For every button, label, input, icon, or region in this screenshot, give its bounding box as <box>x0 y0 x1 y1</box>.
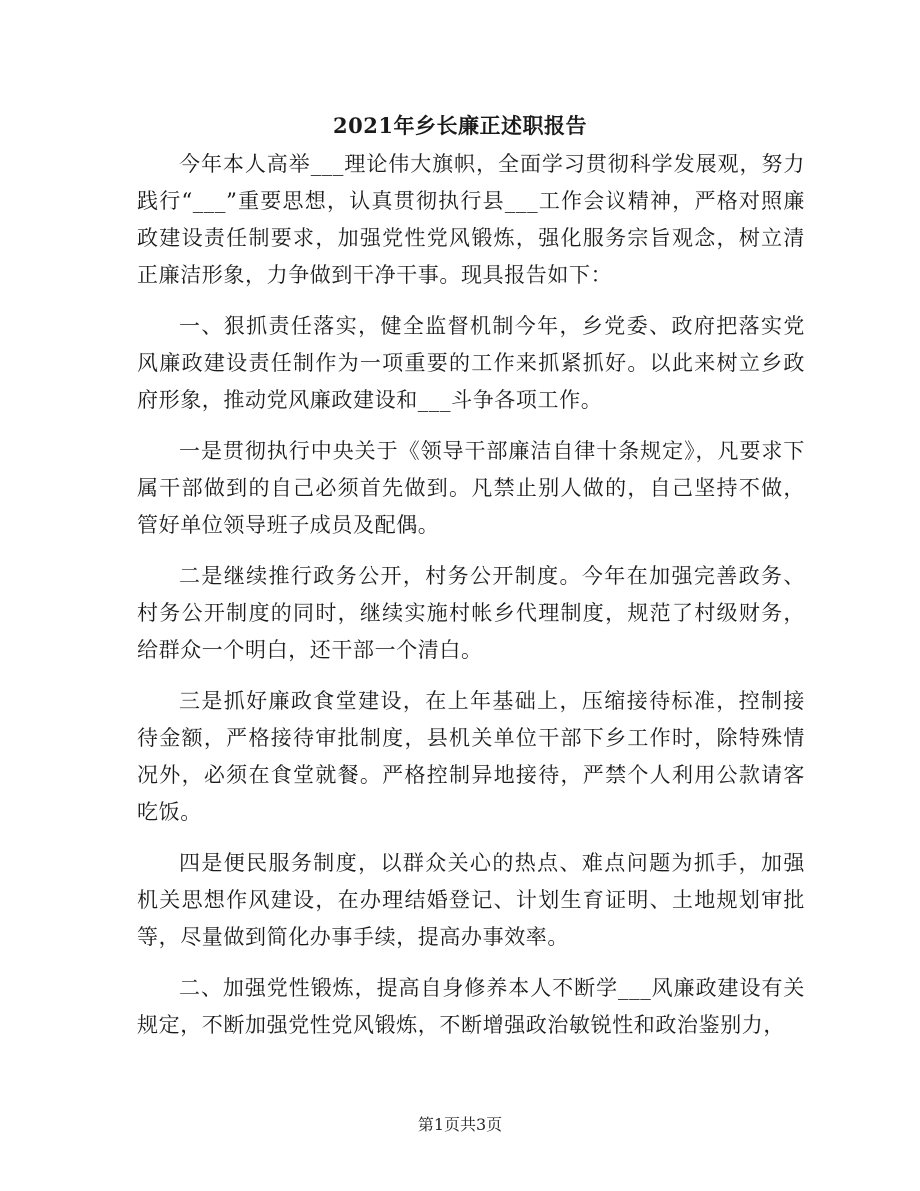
paragraph-section-1: 一、狠抓责任落实，健全监督机制今年，乡党委、政府把落实党风廉政建设责任制作为一项重要的工作来抓紧抓好。以此来树立乡政府形象，推动党风廉政建设和___斗争各项工作。 <box>137 314 805 412</box>
paragraph-intro: 今年本人高举___理论伟大旗帜，全面学习贯彻科学发展观，努力践行“___”重要思想，认真贯彻执行县___工作会议精神，严格对照廉政建设责任制要求，加强党性党风锻炼，强化服务宗旨观念，树立清正廉洁形象，力争做到干净干事。现具报告如下： <box>137 152 805 287</box>
paragraph-item-4: 四是便民服务制度，以群众关心的热点、难点问题为抓手，加强机关思想作风建设，在办理结婚登记、计划生育证明、土地规划审批等，尽量做到简化办事手续，提高办事效率。 <box>137 851 805 949</box>
document-title: 2021年乡长廉正述职报告 <box>333 113 587 138</box>
page-footer: 第1页共3页 <box>417 1115 503 1134</box>
paragraph-section-2: 二、加强党性锻炼，提高自身修养本人不断学___风廉政建设有关规定，不断加强党性党风锻炼，不断增强政治敏锐性和政治鉴别力， <box>137 976 805 1037</box>
paragraph-item-1: 一是贯彻执行中央关于《领导干部廉洁自律十条规定》，凡要求下属干部做到的自己必须首先做到。凡禁止别人做的，自己坚持不做，管好单位领导班子成员及配偶。 <box>137 439 805 537</box>
document-body <box>137 146 805 1058</box>
paragraph-item-3: 三是抓好廉政食堂建设，在上年基础上，压缩接待标准，控制接待金额，严格接待审批制度，县机关单位干部下乡工作时，除特殊情况外，必须在食堂就餐。严格控制异地接待，严禁个人利用公款请客吃饭。 <box>137 689 805 824</box>
paragraph-item-2: 二是继续推行政务公开，村务公开制度。今年在加强完善政务、村务公开制度的同时，继续实施村帐乡代理制度，规范了村级财务，给群众一个明白，还干部一个清白。 <box>137 564 805 662</box>
